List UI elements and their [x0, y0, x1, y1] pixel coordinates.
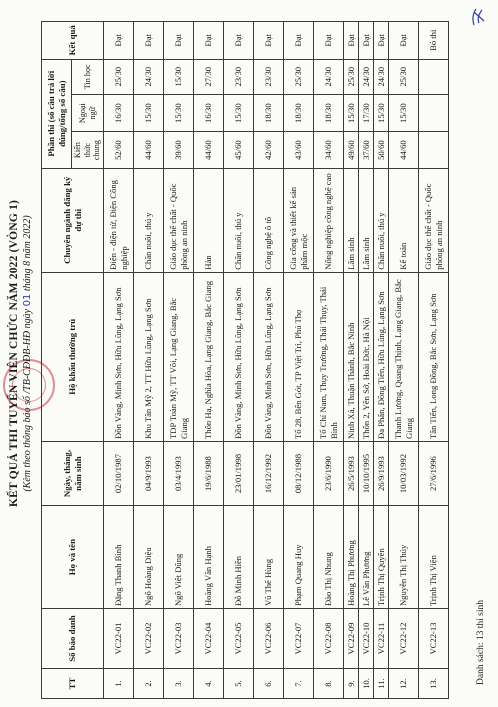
- table-row: [419, 22, 449, 699]
- cell-result: Bỏ thi: [419, 22, 449, 60]
- cell-address: Đồn Vàng, Minh Sơn, Hữu Lũng, Lạng Sơn: [224, 272, 254, 441]
- cell-language: [419, 94, 449, 131]
- cell-general: 44/60: [134, 132, 164, 168]
- table-row: [359, 22, 374, 699]
- cell-general: 39/60: [164, 132, 194, 168]
- cell-address: Đồn Vàng, Minh Sơn, Hữu Lũng, Lạng Sơn: [254, 272, 284, 441]
- table-row: [254, 22, 284, 699]
- cell-it: 15/30: [164, 59, 194, 94]
- cell-dob: 10/10/1995: [359, 441, 374, 505]
- cell-stt: 10.: [359, 669, 374, 699]
- cell-name: Ngô Việt Dũng: [164, 506, 194, 609]
- cell-stt: 7.: [284, 669, 314, 699]
- cell-name: Hoàng Thị Phương: [344, 506, 359, 609]
- cell-dob: 19/6/1988: [194, 441, 224, 505]
- cell-stt: 2.: [134, 669, 164, 699]
- cell-language: 15/30: [224, 94, 254, 131]
- cell-code: VC22-08: [314, 609, 344, 669]
- cell-language: 18/30: [314, 94, 344, 131]
- footer-count: Danh sách: 13 thí sinh: [476, 600, 486, 685]
- header-exam-group: Phần thi (số câu trả lời đúng/tổng số câu): [42, 59, 72, 168]
- cell-major: Giáo dục thể chất - Quốc phòng an ninh: [164, 168, 194, 272]
- document-subtitle: [22, 0, 33, 707]
- cell-name: Trịnh Thị Viện: [419, 506, 449, 609]
- cell-name: Phạm Quang Huy: [284, 506, 314, 609]
- cell-major: Chăn nuôi, thú y: [374, 168, 389, 272]
- header-major: Chuyên ngành đăng ký dự thi: [42, 168, 104, 272]
- cell-language: 18/30: [254, 94, 284, 131]
- cell-name: Đào Thị Nhung: [314, 506, 344, 609]
- table-row: [104, 22, 134, 699]
- table-row: [374, 22, 389, 699]
- cell-address: Đa Phấn, Đồng Tiến, Hữu Lũng, Lạng Sơn: [374, 272, 389, 441]
- cell-major: Giáo dục thể chất - Quốc phòng an ninh: [419, 168, 449, 272]
- cell-code: VC22-03: [164, 609, 194, 669]
- cell-dob: 16/12/1992: [254, 441, 284, 505]
- cell-major: Chăn nuôi, thú y: [224, 168, 254, 272]
- cell-major: Công nghệ ô tô: [254, 168, 284, 272]
- cell-language: 16/30: [194, 94, 224, 131]
- cell-result: Đạt: [389, 22, 419, 60]
- cell-dob: 10/03/1992: [389, 441, 419, 505]
- cell-language: 15/30: [134, 94, 164, 131]
- cell-language: 15/30: [389, 94, 419, 131]
- cell-result: Đạt: [314, 22, 344, 60]
- subtitle-number: /TB-CĐĐB-HĐ ngày: [22, 308, 33, 394]
- table-row: [344, 22, 359, 699]
- cell-address: Đồn Vàng, Minh Sơn, Hữu Lũng, Lạng Sơn: [104, 272, 134, 441]
- cell-name: Đặng Thanh Bình: [104, 506, 134, 609]
- cell-major: Lâm sinh: [359, 168, 374, 272]
- cell-dob: 23/01/1998: [224, 441, 254, 505]
- signature-mark: [470, 7, 488, 27]
- cell-general: 44/60: [194, 132, 224, 168]
- cell-address: Khu Tân Mỹ 2, TT Hữu Lũng, Lạng Sơn: [134, 272, 164, 441]
- cell-it: 23/30: [254, 59, 284, 94]
- cell-language: 17/30: [359, 94, 374, 131]
- cell-address: Thanh Lương, Quang Thịnh, Lạng Giang, Bắc Giang: [389, 272, 419, 441]
- header-stt: TT: [42, 669, 104, 699]
- cell-result: Đạt: [284, 22, 314, 60]
- cell-dob: 23/6/1990: [314, 441, 344, 505]
- cell-major: Gia công và thiết kế sản phẩm mộc: [284, 168, 314, 272]
- cell-address: Thôn 2, Yên Sở, Hoài Đức, Hà Nội: [359, 272, 374, 441]
- cell-general: 34/60: [314, 132, 344, 168]
- cell-dob: 27/6/1996: [419, 441, 449, 505]
- cell-general: 44/60: [389, 132, 419, 168]
- cell-address: Tân Tiến, Long Đồng, Bắc Sơn, Lạng Sơn: [419, 272, 449, 441]
- cell-code: VC22-10: [359, 609, 374, 669]
- cell-name: Hoàng Văn Hạnh: [194, 506, 224, 609]
- cell-language: 15/30: [344, 94, 359, 131]
- cell-code: VC22-09: [344, 609, 359, 669]
- results-table: [41, 21, 449, 699]
- cell-stt: 11.: [374, 669, 389, 699]
- cell-it: 24/30: [134, 59, 164, 94]
- header-language: Ngoại ngữ: [72, 94, 104, 131]
- cell-general: [419, 132, 449, 168]
- cell-it: 25/30: [344, 59, 359, 94]
- cell-result: Đạt: [359, 22, 374, 60]
- cell-name: Trịnh Thị Quyên: [374, 506, 389, 609]
- cell-it: 23/30: [224, 59, 254, 94]
- cell-code: VC22-04: [194, 609, 224, 669]
- cell-stt: 13.: [419, 669, 449, 699]
- cell-address: Tổ 28, Bến Gót, TP Việt Trì, Phú Thọ: [284, 272, 314, 441]
- cell-result: Đạt: [134, 22, 164, 60]
- subtitle-prefix: (Kèm theo thông báo số: [22, 396, 33, 492]
- cell-major: Kế toán: [389, 168, 419, 272]
- cell-it: 24/30: [314, 59, 344, 94]
- cell-language: 18/30: [284, 94, 314, 131]
- table-row: [134, 22, 164, 699]
- cell-address: TDP Toàn Mỹ, TT Vôi, Lạng Giang, Bắc Giang: [164, 272, 194, 441]
- cell-name: Đỗ Minh Hiền: [224, 506, 254, 609]
- cell-general: 42/60: [254, 132, 284, 168]
- cell-code: VC22-01: [104, 609, 134, 669]
- cell-stt: 1.: [104, 669, 134, 699]
- subtitle-suffix: tháng 8 năm 2022): [22, 215, 33, 292]
- cell-stt: 8.: [314, 669, 344, 699]
- cell-major: Nông nghiệp công nghệ cao: [314, 168, 344, 272]
- cell-dob: 03/4/1993: [164, 441, 194, 505]
- cell-stt: 5.: [224, 669, 254, 699]
- cell-address: Thôn Hạ, Nghĩa Hòa, Lạng Giang, Bắc Giang: [194, 272, 224, 441]
- header-name: Họ và tên: [42, 506, 104, 609]
- cell-name: Nguyễn Thị Thúy: [389, 506, 419, 609]
- header-code: Số báo danh: [42, 609, 104, 669]
- cell-dob: 02/10/1987: [104, 441, 134, 505]
- table-row: [194, 22, 224, 699]
- cell-general: 52/60: [104, 132, 134, 168]
- cell-general: 45/60: [224, 132, 254, 168]
- subtitle-day: 01: [22, 293, 33, 307]
- cell-stt: 4.: [194, 669, 224, 699]
- header-dob: Ngày, tháng, năm sinh: [42, 441, 104, 505]
- cell-result: Đạt: [344, 22, 359, 60]
- cell-name: Ngô Hoàng Diệu: [134, 506, 164, 609]
- cell-address: Tổ Chí Nam, Thụy Trường, Thái Thụy, Thái Bình: [314, 272, 344, 441]
- cell-result: Đạt: [194, 22, 224, 60]
- cell-it: 24/30: [374, 59, 389, 94]
- cell-code: VC22-12: [389, 609, 419, 669]
- cell-it: 24/30: [359, 59, 374, 94]
- cell-general: 37/60: [359, 132, 374, 168]
- table-row: [164, 22, 194, 699]
- cell-result: Đạt: [224, 22, 254, 60]
- header-result: Kết quả: [42, 22, 104, 60]
- cell-address: Ninh Xá, Thuận Thành, Bắc Ninh: [344, 272, 359, 441]
- table-row: [389, 22, 419, 699]
- cell-result: Đạt: [374, 22, 389, 60]
- cell-code: VC22-13: [419, 609, 449, 669]
- cell-name: Vũ Thế Hùng: [254, 506, 284, 609]
- cell-major: Hàn: [194, 168, 224, 272]
- cell-dob: 04/9/1993: [134, 441, 164, 505]
- cell-it: 25/30: [389, 59, 419, 94]
- cell-it: 27/30: [194, 59, 224, 94]
- cell-code: VC22-07: [284, 609, 314, 669]
- cell-dob: 26/5/1993: [344, 441, 359, 505]
- cell-stt: 6.: [254, 669, 284, 699]
- cell-major: Chăn nuôi, thú y: [134, 168, 164, 272]
- cell-general: 49/60: [344, 132, 359, 168]
- cell-general: 50/60: [374, 132, 389, 168]
- cell-stt: 9.: [344, 669, 359, 699]
- cell-it: [419, 59, 449, 94]
- document-title: KẾT QUẢ THI TUYỂN VIÊN CHỨC NĂM 2022 (VÒNG 1): [8, 199, 20, 508]
- cell-major: Lâm sinh: [344, 168, 359, 272]
- header-address: Hộ khẩu thường trú: [42, 272, 104, 441]
- cell-major: Điện - điện tử, Điện Công nghiệp: [104, 168, 134, 272]
- cell-code: VC22-11: [374, 609, 389, 669]
- cell-general: 43/60: [284, 132, 314, 168]
- cell-result: Đạt: [254, 22, 284, 60]
- cell-language: 16/30: [104, 94, 134, 131]
- cell-code: VC22-05: [224, 609, 254, 669]
- cell-stt: 12.: [389, 669, 419, 699]
- header-it: Tin học: [72, 59, 104, 94]
- cell-it: 25/30: [284, 59, 314, 94]
- cell-name: Lê Văn Phương: [359, 506, 374, 609]
- cell-language: 15/30: [164, 94, 194, 131]
- cell-dob: 26/9/1993: [374, 441, 389, 505]
- table-row: [314, 22, 344, 699]
- table-row: [224, 22, 254, 699]
- cell-language: 15/30: [374, 94, 389, 131]
- cell-result: Đạt: [164, 22, 194, 60]
- cell-it: 25/30: [104, 59, 134, 94]
- cell-result: Đạt: [104, 22, 134, 60]
- cell-dob: 08/12/1988: [284, 441, 314, 505]
- cell-stt: 3.: [164, 669, 194, 699]
- cell-code: VC22-06: [254, 609, 284, 669]
- table-row: [284, 22, 314, 699]
- header-general: Kiến thức chung: [72, 132, 104, 168]
- cell-code: VC22-02: [134, 609, 164, 669]
